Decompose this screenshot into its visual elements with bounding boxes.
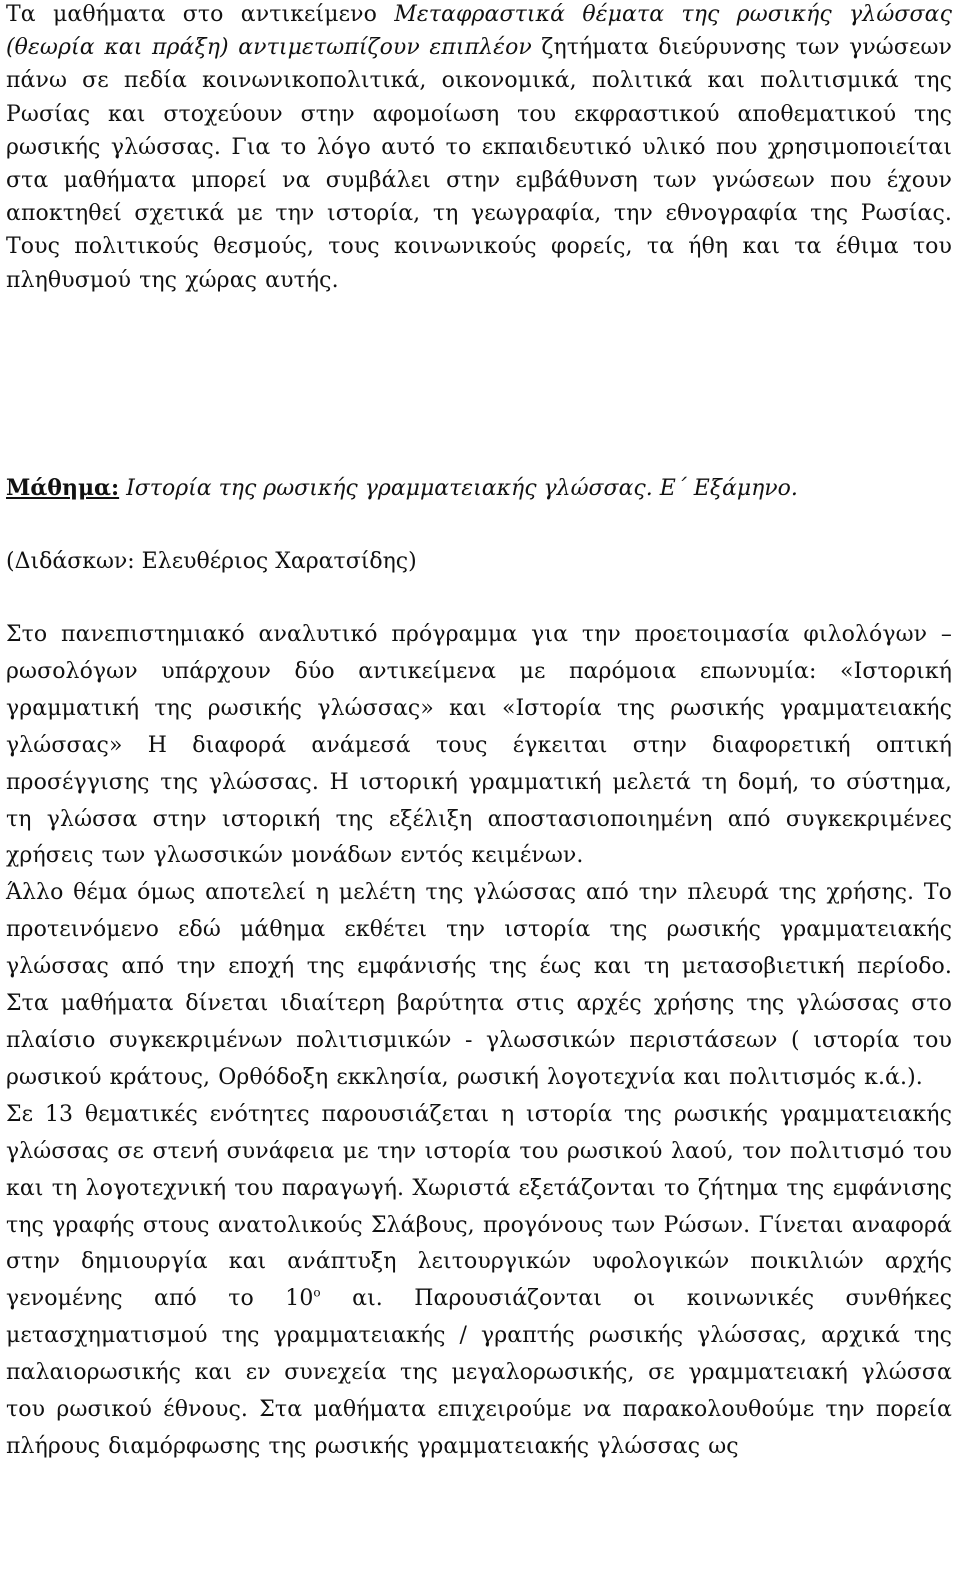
ordinal-superscript: ο: [313, 1285, 321, 1300]
instructor-line: (Διδάσκων: Ελευθέριος Χαρατσίδης): [6, 549, 417, 574]
paragraph-2: Άλλο θέμα όμως αποτελεί η μελέτη της γλώσσας από την πλευρά της χρήσης. Το προτεινόμενο εδώ μάθημα εκθέτει την ιστορία της ρωσικής γραμματειακής γλώσσας από την εποχή της εμφάνισής της έως και τη μετασοβιετική περίοδο. Στα μαθήματα δίνεται ιδιαίτερη βαρύτητα στις αρχές χρήσης της γλώσσας στο πλαίσιο συγκεκριμένων πολιτισμικών - γλωσσικών περιστάσεων ( ιστορία του ρωσικού κράτους, Ορθόδοξη εκκλησία, ρωσική λογοτεχνία και πολιτισμός κ.ά.).: [6, 880, 952, 1090]
intro-prefix: Τα μαθήματα στο αντικείμενο: [6, 2, 395, 27]
course-heading: [6, 472, 952, 505]
paragraph-3-part-b: αι. Παρουσιάζονται οι κοινωνικές συνθήκες μετασχηματισμού της γραμματειακής / γραπτής ρωσικής γλώσσας, αρχικά της παλαιορωσικής και εν συνεχεία της μεγαλορωσικής, σε γραμματειακή γλώσσα του ρωσικού έθνους. Στα μαθήματα επιχειρούμε να παρακολουθούμε την πορεία πλήρους διαμόρφωσης της ρωσικής γραμματειακής γλώσσας ως: [6, 1286, 952, 1459]
course-label: Μάθημα:: [6, 475, 120, 501]
paragraph-3: [6, 1097, 952, 1466]
paragraph-1: Στο πανεπιστημιακό αναλυτικό πρόγραμμα για την προετοιμασία φιλολόγων – ρωσολόγων υπάρχουν δύο αντικείμενα με παρόμοια επωνυμία: «Ιστορική γραμματική της ρωσικής γλώσσας» και «Ιστορία της ρωσικής γραμματειακής γλώσσας» Η διαφορά ανάμεσά τους έγκειται στην διαφορετική οπτική προσέγγισης της γλώσσας. Η ιστορική γραμματική μελετά τη δομή, το σύστημα, τη γλώσσα στην ιστορική της εξέλιξη αποστασιοποιημένη από συγκεκριμένες χρήσεις των γλωσσικών μονάδων εντός κειμένων.: [6, 622, 952, 869]
intro-paragraph: [6, 0, 952, 297]
course-title: Ιστορία της ρωσικής γραμματειακής γλώσσας. Ε΄ Εξάμηνο.: [119, 476, 798, 501]
intro-italic-subject: Μεταφραστικά θέματα της ρωσικής γλώσσας (θεωρία και πράξη) αντιμετωπίζουν επιπλέον: [6, 2, 952, 61]
intro-rest: ζητήματα διεύρυνσης των γνώσεων πάνω σε πεδία κοινωνικοπολιτικά, οικονομικά, πολιτικά και πολιτισμικά της Ρωσίας και στοχεύουν στην αφομοίωση του εκφραστικού αποθεματικού της ρωσικής γλώσσας. Για το λόγο αυτό το εκπαιδευτικό υλικό που χρησιμοποιείται στα μαθήματα μπορεί να συμβάλει στην εμβάθυνση των γνώσεων που έχουν αποκτηθεί σχετικά με την ιστορία, τη γεωγραφία, την εθνογραφία της Ρωσίας. Τους πολιτικούς θεσμούς, τους κοινωνικούς φορείς, τα ήθη και τα έθιμα του πληθυσμού της χώρας αυτής.: [6, 35, 952, 293]
course-description: [6, 617, 952, 1466]
paragraph-3-part-a: Σε 13 θεματικές ενότητες παρουσιάζεται η ιστορία της ρωσικής γραμματειακής γλώσσας σε στενή συνάφεια με την ιστορία του ρωσικού λαού, τον πολιτισμό του και τη λογοτεχνική του παραγωγή. Χωριστά εξετάζονται το ζήτημα της εμφάνισης της γραφής στους ανατολικούς Σλάβους, προγόνους των Ρώσων. Γίνεται αναφορά στην δημιουργία και ανάπτυξη λειτουργικών υφολογικών ποικιλιών αρχής γενομένης από το 10: [6, 1101, 952, 1312]
